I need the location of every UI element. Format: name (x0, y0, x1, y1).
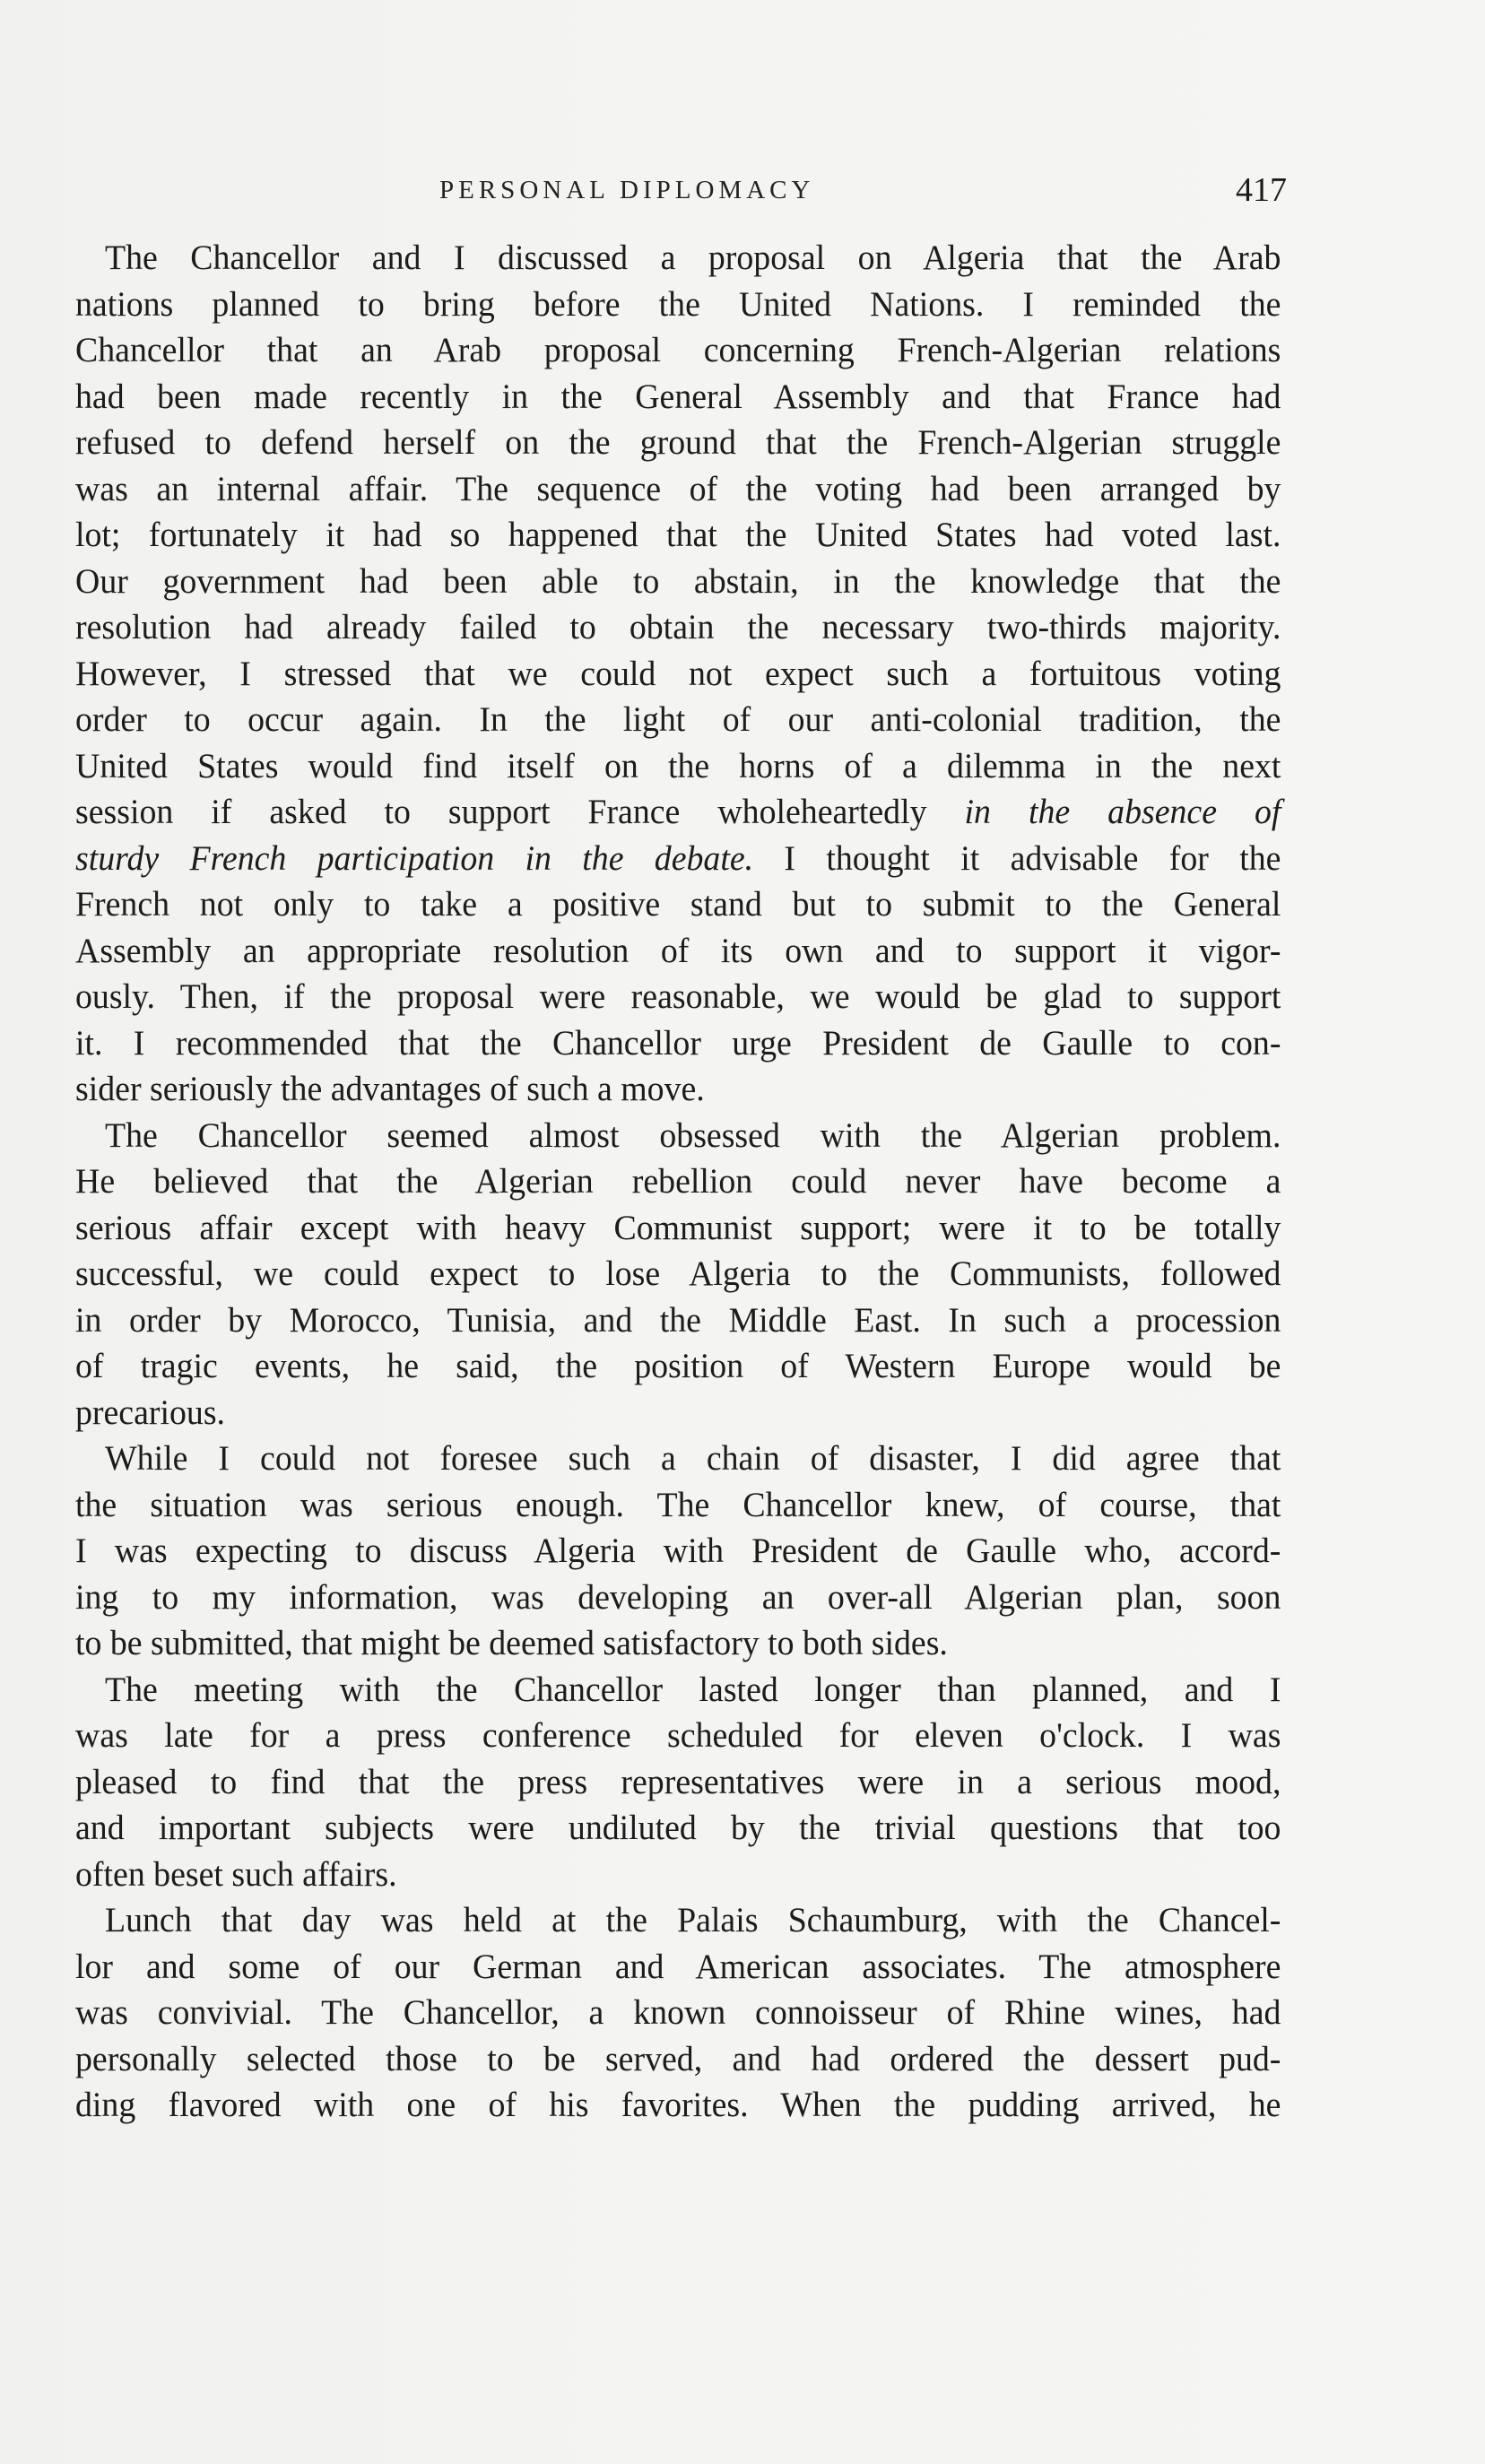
text-line (75, 789, 1281, 836)
text-line: The meeting with the Chancellor lasted longer than planned, and I (104, 1670, 1281, 1709)
paragraph-3 (75, 1436, 1281, 1667)
text-line: in order by Morocco, Tunisia, and the Middle East. In such a procession (75, 1300, 1281, 1340)
paragraph-2 (75, 1113, 1281, 1436)
text-line (75, 836, 1281, 882)
text-line: Our government had been able to abstain, in the knowledge that the (75, 561, 1281, 601)
page-number: 417 (1236, 171, 1287, 209)
italic-emphasis: in the absence of (964, 793, 1281, 831)
text-line: resolution had already failed to obtain the necessary two-thirds majority. (75, 608, 1281, 646)
text-line: Assembly an appropriate resolution of its own and to support it vigor- (75, 931, 1281, 970)
text-line: ing to my information, was developing an over-all Algerian plan, soon (75, 1577, 1281, 1617)
roman-text: session if asked to support France wholeheartedly (75, 793, 965, 831)
text-line: I was expecting to discuss Algeria with President de Gaulle who, accord- (75, 1531, 1281, 1570)
text-line: ding flavored with one of his favorites. When the pudding arrived, he (75, 2086, 1281, 2124)
text-line: often beset such affairs. (75, 1854, 397, 1894)
text-line: Chancellor that an Arab proposal concerning French-Algerian relations (75, 331, 1281, 369)
roman-text: I thought it advisable for the (753, 838, 1281, 878)
text-line: pleased to find that the press representatives were in a serious mood, (75, 1762, 1281, 1801)
text-line: had been made recently in the General Assembly and that France had (75, 377, 1281, 416)
text-line: The Chancellor and I discussed a proposal on Algeria that the Arab (104, 239, 1281, 277)
text-line: was late for a press conference scheduled for eleven o'clock. I was (75, 1716, 1281, 1755)
text-line: and important subjects were undiluted by the trivial questions that too (75, 1809, 1281, 1847)
text-line: lot; fortunately it had so happened that the United States had voted last. (75, 516, 1281, 554)
text-line: order to occur again. In the light of our anti-colonial tradition, the (75, 700, 1281, 739)
text-line: of tragic events, he said, the position of Western Europe would be (75, 1347, 1281, 1385)
text-line: the situation was serious enough. The Chancellor knew, of course, that (75, 1485, 1281, 1524)
text-line: sider seriously the advantages of such a move. (75, 1070, 705, 1108)
text-line: Lunch that day was held at the Palais Schaumburg, with the Chancel- (104, 1901, 1281, 1939)
text-line: While I could not foresee such a chain of disaster, I did agree that (104, 1439, 1281, 1478)
running-head-title: PERSONAL DIPLOMACY (439, 176, 815, 204)
text-line: was an internal affair. The sequence of the voting had been arranged by (75, 469, 1281, 508)
text-line: successful, we could expect to lose Algeria to the Communists, followed (75, 1254, 1281, 1293)
body-text (75, 235, 1281, 2129)
text-line: it. I recommended that the Chancellor urge President de Gaulle to con- (75, 1023, 1281, 1063)
text-line: serious affair except with heavy Communist support; were it to be totally (75, 1208, 1281, 1247)
text-line: personally selected those to be served, and had ordered the dessert pud- (75, 2039, 1281, 2078)
text-line: lor and some of our German and American associates. The atmosphere (75, 1947, 1281, 1986)
text-line: refused to defend herself on the ground that the French-Algerian struggle (75, 423, 1281, 462)
text-line: nations planned to bring before the United Nations. I reminded the (75, 284, 1281, 324)
text-line: The Chancellor seemed almost obsessed with the Algerian problem. (104, 1115, 1281, 1155)
text-line: ously. Then, if the proposal were reasonable, we would be glad to support (75, 977, 1281, 1016)
text-line: However, I stressed that we could not expect such a fortuitous voting (75, 654, 1281, 693)
paragraph-5 (75, 1897, 1281, 2129)
paragraph-4 (75, 1667, 1281, 1898)
text-line: was convivial. The Chancellor, a known connoisseur of Rhine wines, had (75, 1993, 1281, 2032)
text-line: He believed that the Algerian rebellion could never have become a (75, 1162, 1281, 1201)
text-line: precarious. (75, 1393, 226, 1432)
text-line: to be submitted, that might be deemed satisfactory to both sides. (75, 1624, 948, 1662)
text-line: United States would find itself on the horns of a dilemma in the next (75, 746, 1281, 785)
italic-emphasis: sturdy French participation in the debate. (75, 838, 754, 878)
text-line: French not only to take a positive stand but to submit to the General (75, 885, 1281, 924)
paragraph-1 (75, 235, 1281, 1113)
